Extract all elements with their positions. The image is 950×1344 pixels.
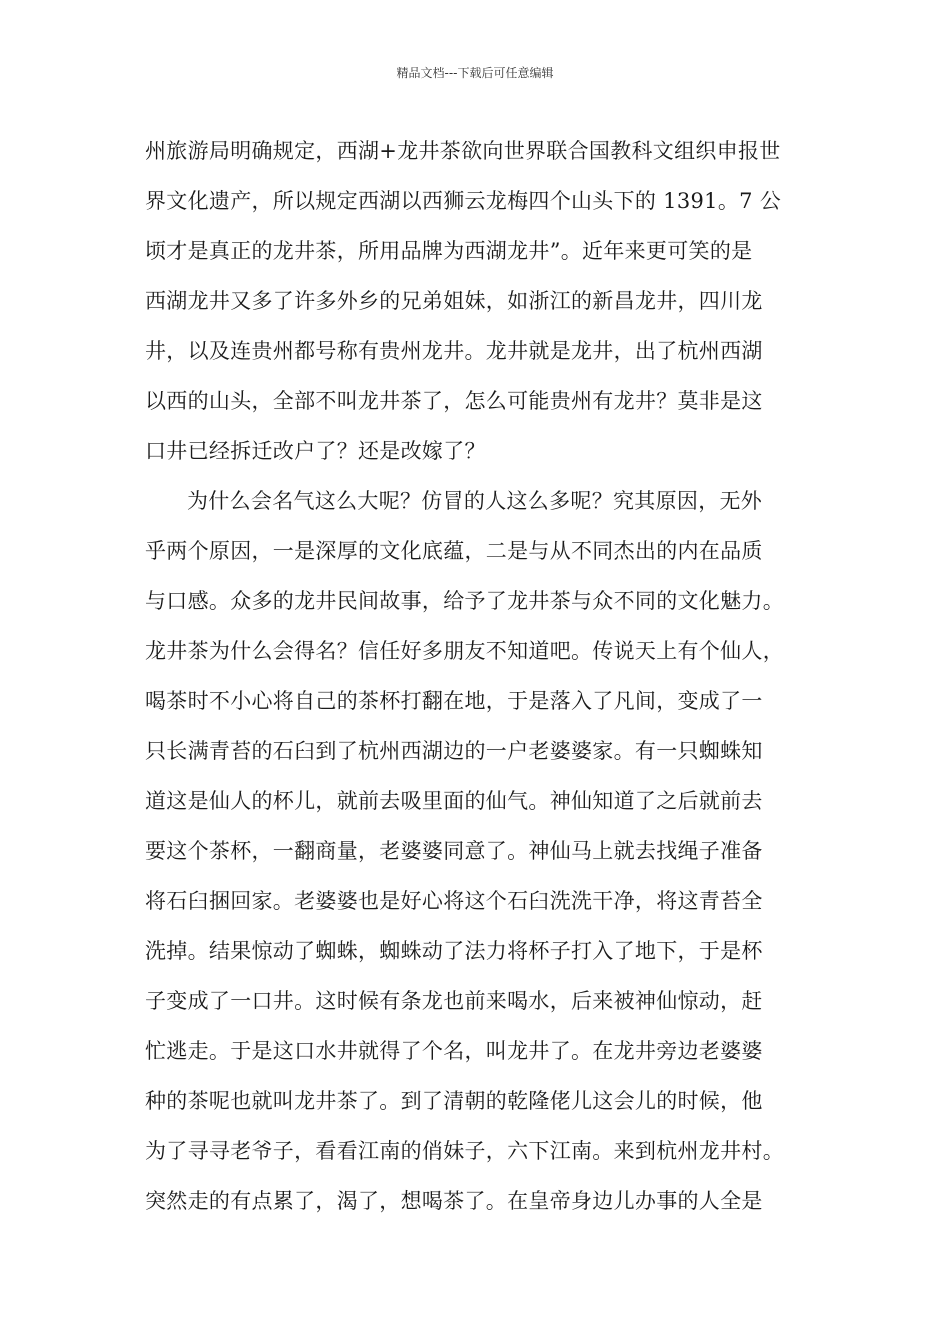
text-line: 界文化遗产，所以规定西湖以西狮云龙梅四个山头下的 1391。7 公 <box>145 189 782 213</box>
text-line: 乎两个原因，一是深厚的文化底蕴，二是与从不同杰出的内在品质 <box>145 539 763 563</box>
text-line: 喝茶时不小心将自己的茶杯打翻在地，于是落入了凡间，变成了一 <box>145 689 763 713</box>
text-line: 洗掉。结果惊动了蜘蛛，蜘蛛动了法力将杯子打入了地下，于是杯 <box>145 939 763 963</box>
text-line: 州旅游局明确规定，西湖+龙井茶欲向世界联合国教科文组织申报世 <box>145 139 781 163</box>
text-line: 忙逃走。于是这口水井就得了个名，叫龙井了。在龙井旁边老婆婆 <box>145 1039 763 1063</box>
text-line: 子变成了一口井。这时候有条龙也前来喝水，后来被神仙惊动，赶 <box>145 989 763 1013</box>
text-line: 道这是仙人的杯儿，就前去吸里面的仙气。神仙知道了之后就前去 <box>145 789 763 813</box>
text-line: 口井已经拆迁改户了？还是改嫁了？ <box>145 439 486 463</box>
text-line: 以西的山头，全部不叫龙井茶了，怎么可能贵州有龙井？莫非是这 <box>145 389 763 413</box>
text-line: 井，以及连贵州都号称有贵州龙井。龙井就是龙井，出了杭州西湖 <box>145 339 763 363</box>
text-line: 只长满青苔的石臼到了杭州西湖边的一户老婆婆家。有一只蜘蛛知 <box>145 739 763 763</box>
text-line: 顷才是真正的龙井茶，所用品牌为西湖龙井”。近年来更可笑的是 <box>145 239 753 263</box>
text-line: 将石臼捆回家。老婆婆也是好心将这个石臼洗洗干净，将这青苔全 <box>145 889 763 913</box>
text-line: 种的茶呢也就叫龙井茶了。到了清朝的乾隆佬儿这会儿的时候，他 <box>145 1089 763 1113</box>
text-line: 为了寻寻老爷子，看看江南的俏妹子，六下江南。来到杭州龙井村。 <box>145 1139 784 1163</box>
text-line: 龙井茶为什么会得名？信任好多朋友不知道吧。传说天上有个仙人， <box>145 639 784 663</box>
body-text <box>145 133 810 1233</box>
page-header: 精品文档---下载后可任意编辑 <box>396 66 554 80</box>
text-line: 突然走的有点累了，渴了，想喝茶了。在皇帝身边儿办事的人全是 <box>145 1189 763 1213</box>
text-line: 与口感。众多的龙井民间故事，给予了龙井茶与众不同的文化魅力。 <box>145 589 784 613</box>
text-line: 要这个茶杯，一翻商量，老婆婆同意了。神仙马上就去找绳子准备 <box>145 839 763 863</box>
paragraph-start-line: 为什么会名气这么大呢？仿冒的人这么多呢？究其原因，无外 <box>187 489 763 513</box>
text-line: 西湖龙井又多了许多外乡的兄弟姐妹，如浙江的新昌龙井，四川龙 <box>145 289 763 313</box>
